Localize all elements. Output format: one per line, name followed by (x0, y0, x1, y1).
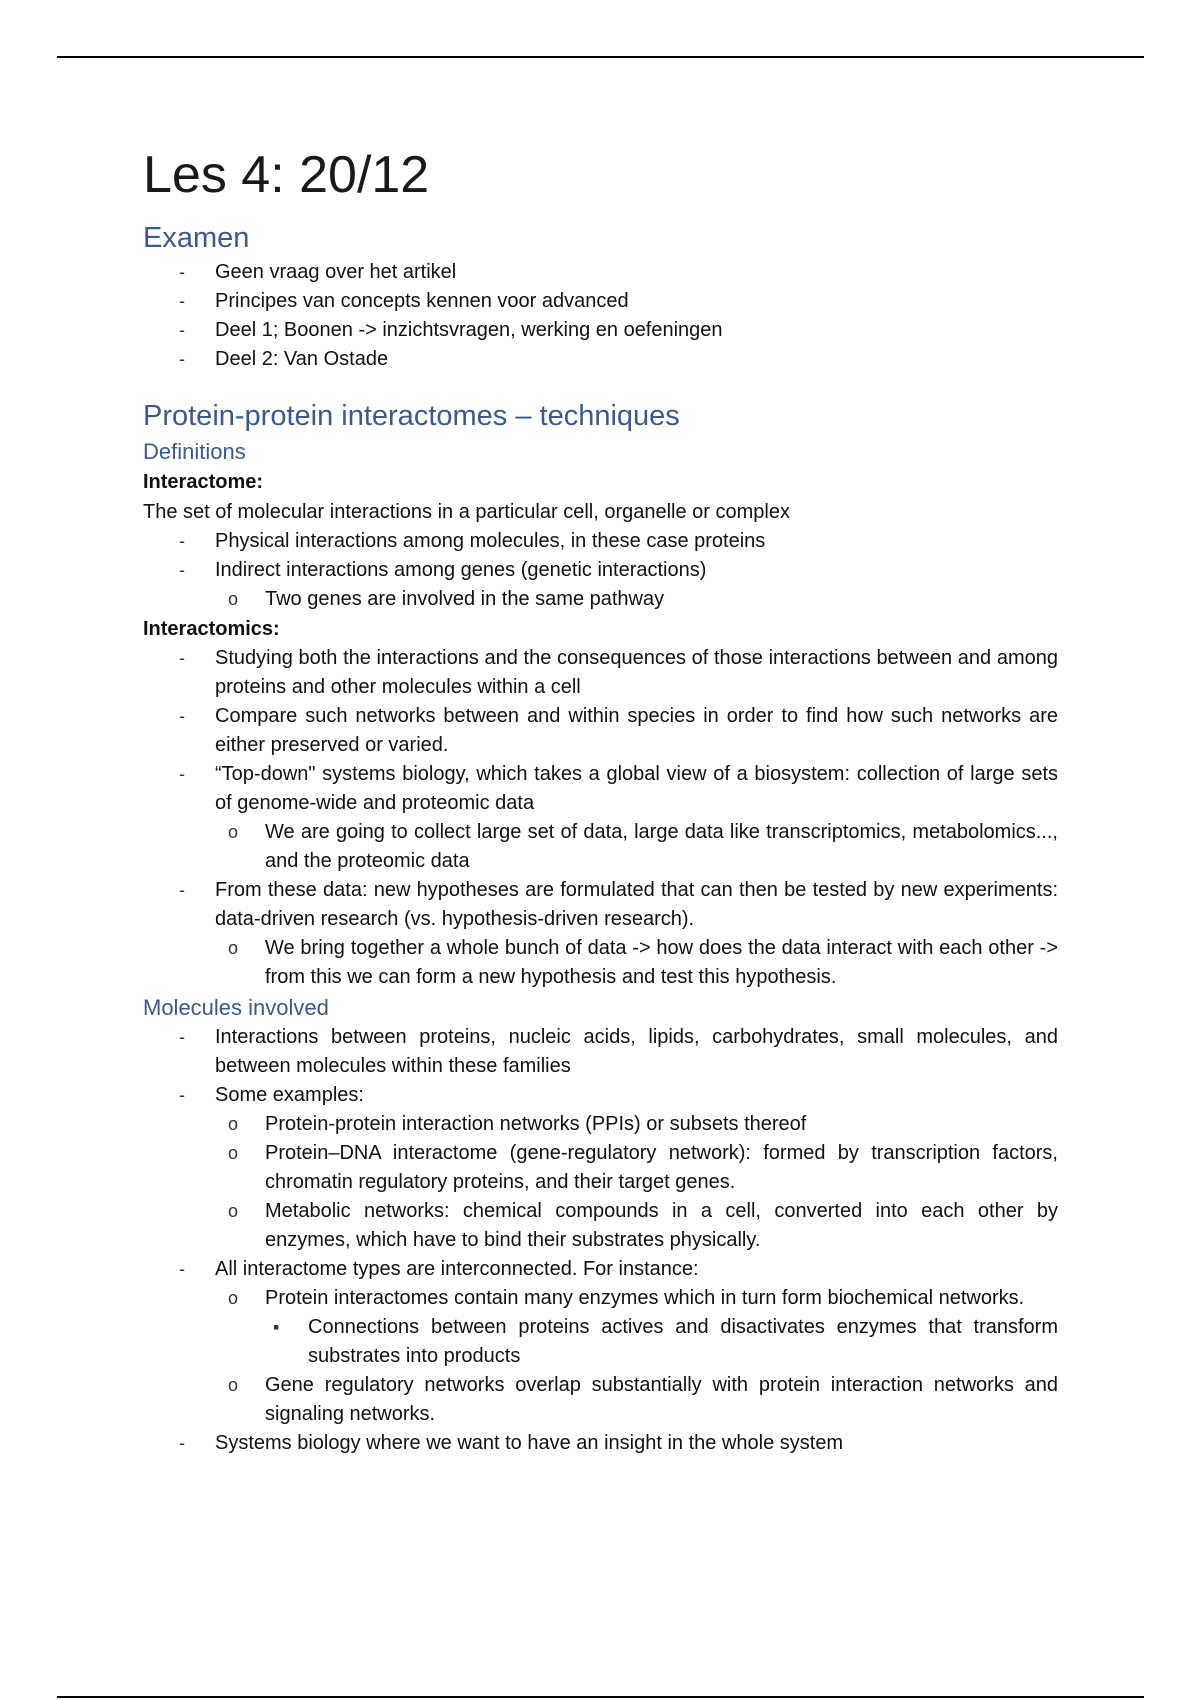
circle-marker: o (228, 822, 239, 842)
list-item: o Metabolic networks: chemical compounds in a cell, converted into each other by enzymes, which have to bind their substrates physically. (143, 1197, 1058, 1255)
list-item: - Geen vraag over het artikel (143, 258, 1058, 287)
heading-molecules-involved: Molecules involved (143, 995, 329, 1020)
heading-definitions: Definitions (143, 439, 246, 464)
list-item: - Some examples: (143, 1081, 1058, 1110)
list-item: - Studying both the interactions and the consequences of those interactions between and among proteins and other molecules within a cell (143, 644, 1058, 702)
list-item: - Principes van concepts kennen voor advanced (143, 287, 1058, 316)
term-interactome: Interactome: (143, 471, 264, 493)
circle-marker: o (228, 1375, 239, 1395)
list-item: ▪ Connections between proteins actives and disactivates enzymes that transform substrates into products (143, 1313, 1058, 1371)
list-item: - Indirect interactions among genes (genetic interactions) (143, 556, 1058, 585)
interactome-definition: The set of molecular interactions in a particular cell, organelle or complex (143, 501, 790, 523)
square-marker: ▪ (273, 1317, 280, 1337)
list-item: - All interactome types are interconnected. For instance: (143, 1255, 1058, 1284)
top-rule (57, 56, 1144, 58)
list-item: - Physical interactions among molecules, in these case proteins (143, 527, 1058, 556)
dash-marker: - (179, 1085, 185, 1105)
molecules-list (143, 1023, 1058, 1458)
interactome-list (143, 527, 1058, 614)
circle-marker: o (228, 1114, 239, 1134)
dash-marker: - (179, 320, 185, 340)
term-interactomics: Interactomics: (143, 618, 280, 640)
heading-examen: Examen (143, 222, 250, 254)
examen-list (143, 258, 1058, 374)
list-item: - Interactions between proteins, nucleic acids, lipids, carbohydrates, small molecules, and between molecules within these families (143, 1023, 1058, 1081)
page-title: Les 4: 20/12 (143, 146, 430, 204)
list-item: o Protein-protein interaction networks (PPIs) or subsets thereof (143, 1110, 1058, 1139)
dash-marker: - (179, 880, 185, 900)
dash-marker: - (179, 764, 185, 784)
list-item: - “Top-down" systems biology, which takes a global view of a biosystem: collection of large sets of genome-wide and proteomic data (143, 760, 1058, 818)
list-item: o Gene regulatory networks overlap substantially with protein interaction networks and signaling networks. (143, 1371, 1058, 1429)
heading-protein-interactomes: Protein-protein interactomes – techniques (143, 400, 680, 432)
dash-marker: - (179, 262, 185, 282)
list-item: o Two genes are involved in the same pathway (143, 585, 1058, 614)
bottom-rule (57, 1696, 1144, 1698)
dash-marker: - (179, 648, 185, 668)
dash-marker: - (179, 1433, 185, 1453)
page-content (143, 140, 1058, 1458)
circle-marker: o (228, 1201, 239, 1221)
circle-marker: o (228, 1143, 239, 1163)
list-item: - Deel 1; Boonen -> inzichtsvragen, werking en oefeningen (143, 316, 1058, 345)
list-item: - From these data: new hypotheses are formulated that can then be tested by new experiments: data-driven research (vs. hypothesis-driven research). (143, 876, 1058, 934)
dash-marker: - (179, 706, 185, 726)
dash-marker: - (179, 291, 185, 311)
interactomics-list (143, 644, 1058, 992)
list-item: - Systems biology where we want to have an insight in the whole system (143, 1429, 1058, 1458)
circle-marker: o (228, 938, 239, 958)
dash-marker: - (179, 1027, 185, 1047)
list-item: o Protein–DNA interactome (gene-regulatory network): formed by transcription factors, chromatin regulatory proteins, and their target genes. (143, 1139, 1058, 1197)
list-item: o Protein interactomes contain many enzymes which in turn form biochemical networks. (143, 1284, 1058, 1313)
list-item: - Compare such networks between and within species in order to find how such networks are either preserved or varied. (143, 702, 1058, 760)
list-item: - Deel 2: Van Ostade (143, 345, 1058, 374)
list-item: o We bring together a whole bunch of data -> how does the data interact with each other -> from this we can form a new hypothesis and test this hypothesis. (143, 934, 1058, 992)
dash-marker: - (179, 531, 185, 551)
dash-marker: - (179, 1259, 185, 1279)
circle-marker: o (228, 1288, 239, 1308)
list-item: o We are going to collect large set of data, large data like transcriptomics, metabolomics..., and the proteomic data (143, 818, 1058, 876)
dash-marker: - (179, 349, 185, 369)
circle-marker: o (228, 589, 239, 609)
dash-marker: - (179, 560, 185, 580)
